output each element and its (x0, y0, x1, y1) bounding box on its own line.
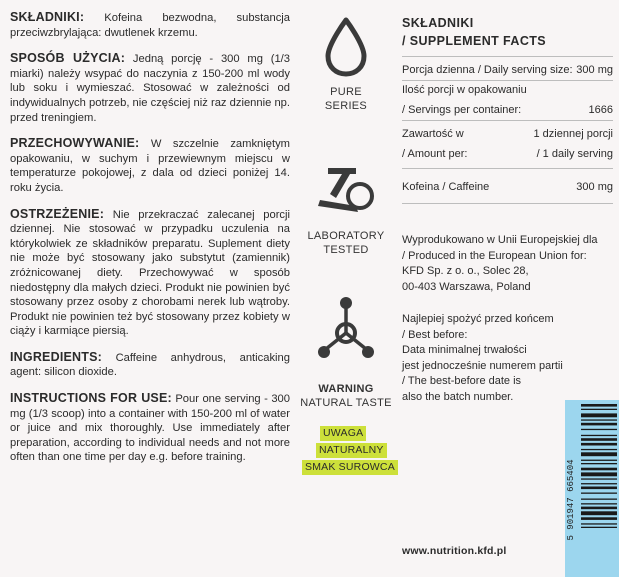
warning-label: WARNING NATURAL TASTE (300, 383, 392, 409)
barcode-bar (581, 438, 617, 441)
barcode-bar (581, 404, 617, 407)
divider (402, 168, 613, 169)
servings-count-row-en: / Servings per container: 1666 (402, 104, 613, 116)
warning-pl: OSTRZEŻENIE: Nie przekraczać zalecanej porcji dziennej. Nie stosować w przypadku uczulenia na którykolwiek ze składników preparatu. Suplement diety nie może być stosowany jako substytut (zamiennik) zróżnicowanej diety. Przechowywać w sposób niedostępny dla małych dzieci. Produkt nie powinien być stosowany przez osoby z chorobami nerek lub wątroby. Produkt nie powinien też być stosowany przez kobiety w ciąży i karmiące piersią. (10, 206, 290, 338)
barcode-bar (581, 413, 617, 417)
barcode-bar (581, 463, 617, 464)
storage-pl: PRZECHOWYWANIE: W szczelnie zamkniętym opakowaniu, w suchym i przewiewnym miejscu w temperaturze pokojowej, z dala od dzieci poniżej 14. roku życia. (10, 136, 290, 194)
barcode-bar (581, 409, 617, 410)
barcode (565, 400, 619, 577)
ingredients-en: INGREDIENTS: Caffeine anhydrous, anticaking agent: silicon dioxide. (10, 349, 290, 379)
producer-info: Wyprodukowano w Unii Europejskiej dla / Produced in the European Union for: KFD Sp. z o. o., Solec 28, 00-403 Warszawa, Poland (402, 234, 598, 293)
barcode-bar (581, 468, 617, 471)
barcode-bar (581, 472, 617, 476)
barcode-bar (581, 503, 617, 504)
barcode-bar (581, 423, 617, 426)
usage-pl: SPOSÓB UŻYCIA: Jedną porcję - 300 mg (1/3 miarki) należy wsypać do naczynia z 150-200 ml wody lub soku i wymieszać. Stosować w zależności od indywidualnych potrzeb, nie częściej niż raz dziennie np. przed treningiem. (10, 51, 290, 124)
divider (402, 56, 613, 57)
microscope-icon (316, 150, 376, 216)
pure-series-label: PURE SERIES (324, 86, 368, 112)
divider (402, 203, 613, 204)
caffeine-row: Kofeina / Caffeine 300 mg (402, 181, 613, 193)
barcode-bar (581, 527, 617, 528)
laboratory-tested-label: LABORATORY TESTED (307, 230, 385, 256)
barcode-number: 5 901947 665404 (566, 459, 576, 541)
badge-naturalny: NATURALNY (316, 443, 387, 458)
servings-count-row: Ilość porcji w opakowaniu (402, 84, 527, 96)
molecule-icon (316, 295, 376, 361)
barcode-bar (581, 435, 617, 436)
barcode-bar (581, 443, 617, 446)
badge-uwaga: UWAGA (320, 426, 366, 441)
divider (402, 120, 613, 121)
ingredients-pl: SKŁADNIKI: Kofeina bezwodna, substancja przeciwzbrylająca: dwutlenek krzemu. (10, 10, 290, 39)
barcode-bar (581, 493, 617, 494)
barcode-bar (581, 449, 617, 450)
barcode-bar (581, 517, 617, 520)
barcode-bar (581, 460, 617, 461)
drop-icon (316, 14, 376, 80)
barcode-bar (581, 429, 617, 430)
barcode-bar (581, 478, 617, 479)
instructions-en: INSTRUCTIONS FOR USE: Pour one serving - 300 mg (1/3 scoop) into a container with 150-200 ml of water or juice and mix thoroughly. Use immediately after preparation, according to individual needs and not more often than one time per day e.g. before training. (10, 391, 290, 464)
amount-per-row-en: / Amount per: / 1 daily serving (402, 148, 613, 160)
website-link[interactable]: www.nutrition.kfd.pl (402, 545, 507, 557)
barcode-bar (581, 499, 617, 500)
badge-smak-surowca: SMAK SUROWCA (302, 460, 398, 475)
barcode-bar (581, 511, 617, 515)
barcode-bar (581, 507, 617, 510)
barcode-bar (581, 483, 617, 484)
label-text-column (10, 10, 290, 476)
badges-column (296, 0, 396, 577)
amount-per-row: Zawartość w 1 dziennej porcji (402, 128, 613, 140)
serving-size-row: Porcja dzienna / Daily serving size: 300 mg (402, 64, 613, 76)
barcode-bar (581, 452, 617, 456)
barcode-bar (581, 419, 617, 420)
facts-title: SKŁADNIKI / SUPPLEMENT FACTS (402, 16, 547, 48)
best-before-info: Najlepiej spożyć przed końcem / Best before: Data minimalnej trwałości jest jednocześnie numerem partii / The best-before date is also the batch number. (402, 313, 563, 403)
barcode-bar (581, 523, 617, 524)
barcode-bar (581, 487, 617, 490)
